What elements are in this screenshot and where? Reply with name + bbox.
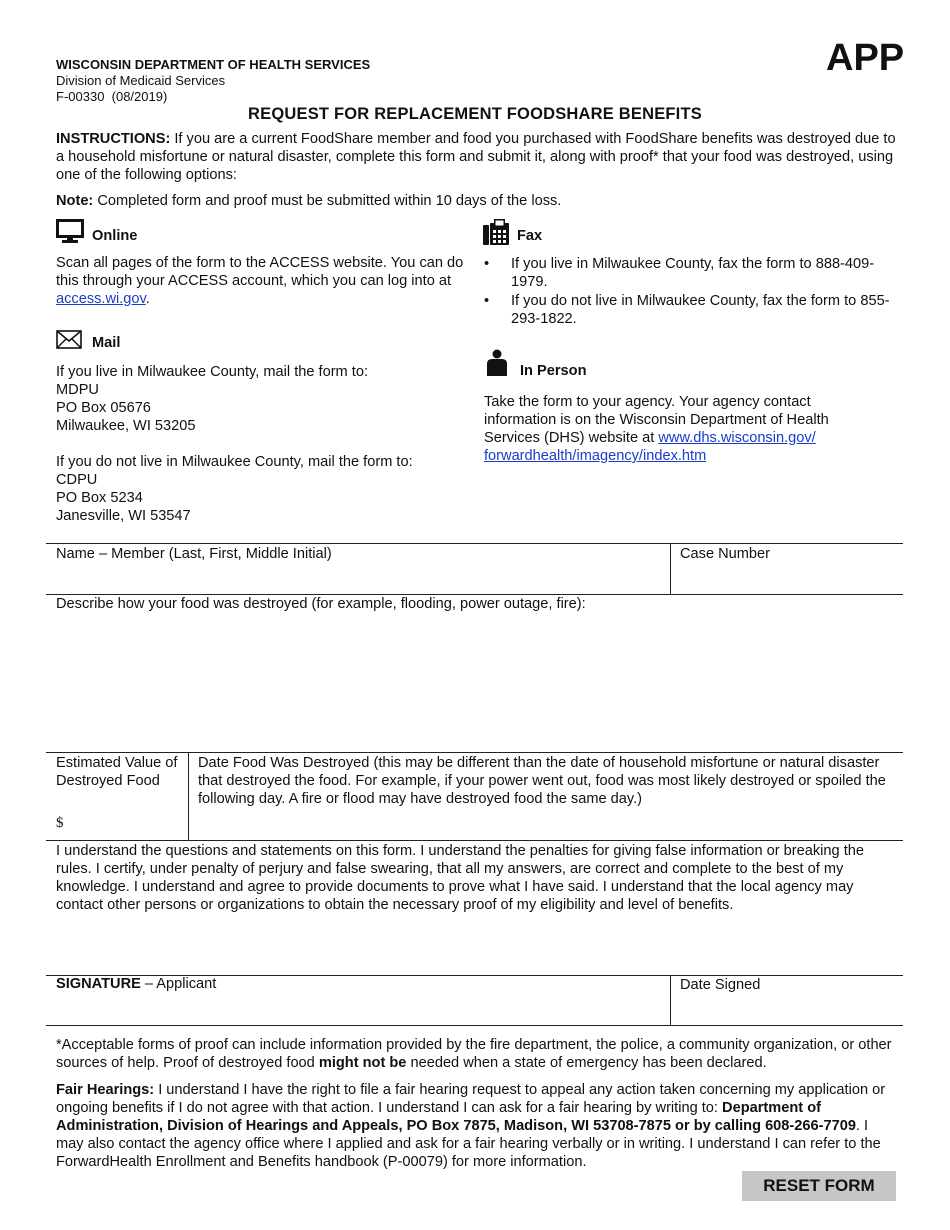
date-destroyed-label: Date Food Was Destroyed (this may be different than the date of household misfortune or natural disaster that destroyed the food. For example, if your power went out, food was most likely destroyed or spoiled the following day. A fire or flood may have destroyed food the same day.): [198, 755, 886, 807]
computer-monitor-icon: [56, 219, 86, 245]
note-text: Completed form and proof must be submitted within 10 days of the loss.: [93, 193, 562, 209]
case-number-field[interactable]: [671, 563, 902, 593]
mail-address-line: Janesville, WI 53547: [56, 508, 191, 524]
signature-label: [56, 975, 216, 993]
fax-item-text: If you do not live in Milwaukee County, fax the form to 855-293-1822.: [511, 293, 890, 327]
online-text: [56, 254, 466, 308]
date-signed-label: Date Signed: [680, 977, 761, 993]
estimated-value-label: Estimated Value of Destroyed Food: [56, 755, 178, 789]
proof-note: [56, 1036, 898, 1072]
online-heading: Online: [92, 228, 138, 244]
access-link[interactable]: access.wi.gov: [56, 291, 146, 307]
list-item: • If you do not live in Milwaukee County, fax the form to 855-293-1822.: [484, 293, 890, 327]
reset-form-button[interactable]: RESET FORM: [742, 1171, 896, 1201]
in-person-text: [484, 393, 869, 465]
mail-heading: Mail: [92, 335, 121, 351]
proof-note-bold: might not be: [318, 1055, 407, 1071]
member-name-label: Name – Member (Last, First, Middle Initial): [56, 546, 332, 562]
certification-text: I understand the questions and statements on this form. I understand the penalties for giving false information or breaking the rules. I certify, under penalty of perjury and false swearing, that all my answers, are correct and complete to the best of my knowledge. I understand and agree to provide documents to prove what I have said. I understand that the local agency may contact other persons or organizations to obtain the necessary proof of my eligibility and level of benefits.: [56, 843, 865, 913]
member-name-field[interactable]: [47, 563, 669, 593]
mail-address-line: CDPU: [56, 472, 98, 488]
mail-address-line: PO Box 5234: [56, 490, 143, 506]
dhs-agency-link[interactable]: www.dhs.wisconsin.gov/ forwardhealth/imagency/index.htm: [484, 430, 816, 464]
agency-name: WISCONSIN DEPARTMENT OF HEALTH SERVICES: [56, 57, 371, 72]
fair-hearings-label: Fair Hearings:: [56, 1082, 155, 1098]
mail-address-line: MDPU: [56, 382, 99, 398]
proof-note-text: needed when a state of emergency has been declared.: [406, 1055, 767, 1071]
mail-intro-other: If you do not live in Milwaukee County, mail the form to:: [56, 454, 413, 470]
mail-address-line: Milwaukee, WI 53205: [56, 418, 196, 434]
in-person-description: Take the form to your agency. Your agency contact information is on the Wisconsin Department of Health Services (DHS) website at: [484, 394, 829, 446]
mail-intro-milwaukee: If you live in Milwaukee County, mail the form to:: [56, 364, 368, 380]
fax-heading: Fax: [517, 228, 543, 244]
list-item: • If you live in Milwaukee County, fax the form to 888-409-1979.: [484, 256, 875, 290]
in-person-heading: In Person: [520, 363, 587, 379]
division-name: Division of Medicaid Services: [56, 73, 226, 88]
note: [56, 192, 898, 210]
signature-label-bold: SIGNATURE: [56, 976, 141, 992]
online-period: .: [145, 291, 150, 307]
instructions-text: If you are a current FoodShare member and food you purchased with FoodShare benefits was destroyed due to a household misfortune or natural disaster, complete this form and submit it, along with proof* that your food was destroyed, using one of the following options:: [56, 131, 896, 183]
currency-symbol: $: [56, 815, 64, 831]
mail-address-line: PO Box 05676: [56, 400, 151, 416]
fax-item-text: If you live in Milwaukee County, fax the form to 888-409-1979.: [511, 256, 875, 290]
online-description: Scan all pages of the form to the ACCESS website. You can do this through your ACCESS account, which you can log into at: [56, 255, 464, 289]
form-number: F-00330 (08/2019): [56, 89, 168, 104]
proof-note-text: *Acceptable forms of proof can include information provided by the fire department, the police, a community organization, or other sources of help. Proof of destroyed food: [56, 1037, 892, 1071]
describe-label: Describe how your food was destroyed (for example, flooding, power outage, fire):: [56, 596, 586, 612]
envelope-icon: [56, 330, 84, 350]
note-label: Note:: [56, 193, 94, 209]
fax-machine-icon: [483, 219, 511, 245]
form-title: REQUEST FOR REPLACEMENT FOODSHARE BENEFITS: [248, 105, 702, 123]
describe-field[interactable]: [47, 614, 902, 750]
date-destroyed-field[interactable]: [189, 810, 902, 839]
case-number-label: Case Number: [680, 546, 771, 562]
estimated-value-field[interactable]: [68, 812, 186, 838]
instructions-label: INSTRUCTIONS:: [56, 131, 171, 147]
app-code: APP: [826, 37, 905, 79]
instructions: [56, 130, 898, 184]
fair-hearings: [56, 1081, 898, 1171]
signature-field[interactable]: [47, 994, 669, 1024]
fair-hearings-text: . I may also contact the agency office where I applied and ask for a fair hearing verbally or in writing. I understand I can refer to the ForwardHealth Enrollment and Benefits handbook (P-00079) for more information.: [56, 1118, 881, 1170]
fax-list: [484, 255, 894, 328]
person-icon: [486, 349, 510, 377]
fair-hearings-text: I understand I have the right to file a fair hearing request to appeal any action taken concerning my application or ongoing benefits if I do not agree with that action. I understand I can ask for a fair hearing by writing to:: [56, 1082, 886, 1116]
fair-hearings-address: Department of Administration, Division of Hearings and Appeals, PO Box 7875, Madison, WI 53708-7875 or by calling 608-266-7709: [56, 1100, 856, 1134]
mail-milwaukee: [56, 363, 466, 435]
signature-label-rest: – Applicant: [140, 976, 217, 992]
date-signed-field[interactable]: [671, 994, 902, 1024]
mail-other: [56, 453, 466, 525]
